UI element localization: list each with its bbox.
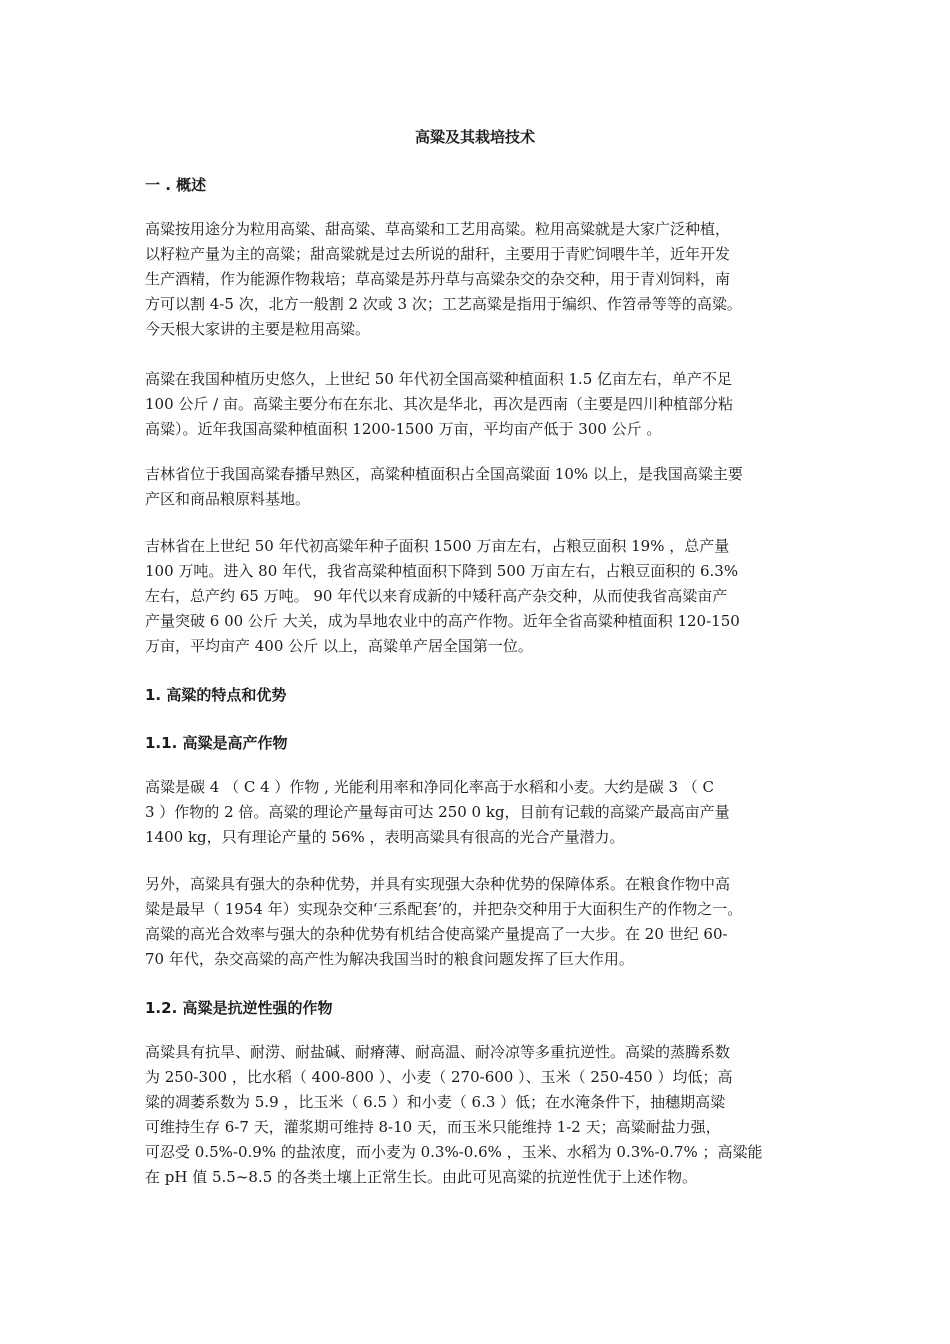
text-line: 可忍受 0.5%-0.9% 的盐浓度，而小麦为 0.3%-0.6% ，玉米、水稻为 0.3%-0.7% ；高粱能 — [145, 1143, 763, 1161]
text-line: 3 ）作物的 2 倍。高粱的理论产量每亩可达 250 0 kg，目前有记载的高粱产最高亩产量 — [145, 803, 730, 821]
text-line: 吉林省在上世纪 50 年代初高粱年种子面积 1500 万亩左右，占粮豆面积 19% ，总产量 — [145, 537, 730, 555]
text-line: 为 250-300 ，比水稻（ 400-800 ）、小麦（ 270-600 ）、玉米（ 250-450 ）均低；高 — [145, 1068, 733, 1086]
paragraph-overview-2 — [145, 367, 835, 442]
text-line: 70 年代，杂交高粱的高产性为解决我国当时的粮食问题发挥了巨大作用。 — [145, 950, 634, 968]
text-line: 吉林省位于我国高粱春播早熟区，高粱种植面积占全国高粱面 10% 以上，是我国高粱主要 — [145, 465, 743, 483]
text-line: 今天根大家讲的主要是粒用高粱。 — [145, 320, 371, 338]
text-line: 以籽粒产量为主的高粱；甜高粱就是过去所说的甜秆，主要用于青贮饲喂牛羊，近年开发 — [145, 245, 731, 263]
section-heading-features: 1. 高粱的特点和优势 — [145, 686, 287, 704]
paragraph-overview-1 — [145, 217, 835, 342]
section-heading-stress-tolerance: 1.2. 高粱是抗逆性强的作物 — [145, 999, 333, 1017]
text-line: 万亩，平均亩产 400 公斤 以上，高粱单产居全国第一位。 — [145, 637, 533, 655]
text-line: 方可以割 4-5 次，北方一般割 2 次或 3 次；工艺高粱是指用于编织、作笤帚等等的高粱。 — [145, 295, 742, 313]
text-line: 产区和商品粮原料基地。 — [145, 490, 311, 508]
text-line: 左右，总产约 65 万吨。 90 年代以来育成新的中矮秆高产杂交种，从而使我省高粱亩产 — [145, 587, 728, 605]
text-line: 在 pH 值 5.5~8.5 的各类土壤上正常生长。由此可见高粱的抗逆性优于上述作物。 — [145, 1168, 698, 1186]
text-line: 产量突破 6 00 公斤 大关，成为旱地农业中的高产作物。近年全省高粱种植面积 120-150 — [145, 612, 740, 630]
paragraph-high-yield-1 — [145, 775, 835, 850]
text-line: 生产酒精，作为能源作物栽培；草高粱是苏丹草与高粱杂交的杂交种，用于青刈饲料，南 — [145, 270, 731, 288]
text-line: 高粱是碳 4 （ C 4 ）作物 , 光能利用率和净同化率高于水稻和小麦。大约是碳 3 （ C — [145, 778, 715, 796]
text-line: 高粱具有抗旱、耐涝、耐盐碱、耐瘠薄、耐高温、耐冷凉等多重抗逆性。高粱的蒸腾系数 — [145, 1043, 731, 1061]
paragraph-stress-tolerance — [145, 1040, 835, 1190]
text-line: 另外，高粱具有强大的杂种优势，并具有实现强大杂种优势的保障体系。在粮食作物中高 — [145, 875, 731, 893]
text-line: 可维持生存 6-7 天，灌浆期可维持 8-10 天，而玉米只能维持 1-2 天；高粱耐盐力强， — [145, 1118, 721, 1136]
paragraph-high-yield-2 — [145, 872, 835, 972]
paragraph-overview-3 — [145, 462, 835, 512]
text-line: 粱是最早（ 1954 年）实现杂交种‘三系配套’的，并把杂交种用于大面积生产的作物之一。 — [145, 900, 743, 918]
section-heading-overview: 一 . 概述 — [145, 176, 207, 194]
text-line: 高粱）。近年我国高粱种植面积 1200-1500 万亩，平均亩产低于 300 公斤 。 — [145, 420, 662, 438]
text-line: 粱的凋萎系数为 5.9 ，比玉米（ 6.5 ）和小麦（ 6.3 ）低；在水淹条件下，抽穗期高粱 — [145, 1093, 726, 1111]
text-line: 100 万吨。进入 80 年代，我省高粱种植面积下降到 500 万亩左右，占粮豆面积的 6.3% — [145, 562, 739, 580]
paragraph-overview-4 — [145, 534, 835, 659]
text-line: 高粱的高光合效率与强大的杂种优势有机结合使高粱产量提高了一大步。在 20 世纪 60- — [145, 925, 728, 943]
text-line: 100 公斤 / 亩。高粱主要分布在东北、其次是华北，再次是西南（主要是四川种植部分粘 — [145, 395, 733, 413]
text-line: 高粱在我国种植历史悠久，上世纪 50 年代初全国高粱种植面积 1.5 亿亩左右，单产不足 — [145, 370, 733, 388]
text-line: 1400 kg，只有理论产量的 56% ，表明高粱具有很高的光合产量潜力。 — [145, 828, 625, 846]
document-title: 高粱及其栽培技术 — [414, 128, 535, 146]
section-heading-high-yield: 1.1. 高粱是高产作物 — [145, 734, 288, 752]
text-line: 高粱按用途分为粒用高粱、甜高粱、草高粱和工艺用高粱。粒用高粱就是大家广泛种植， — [145, 220, 731, 238]
